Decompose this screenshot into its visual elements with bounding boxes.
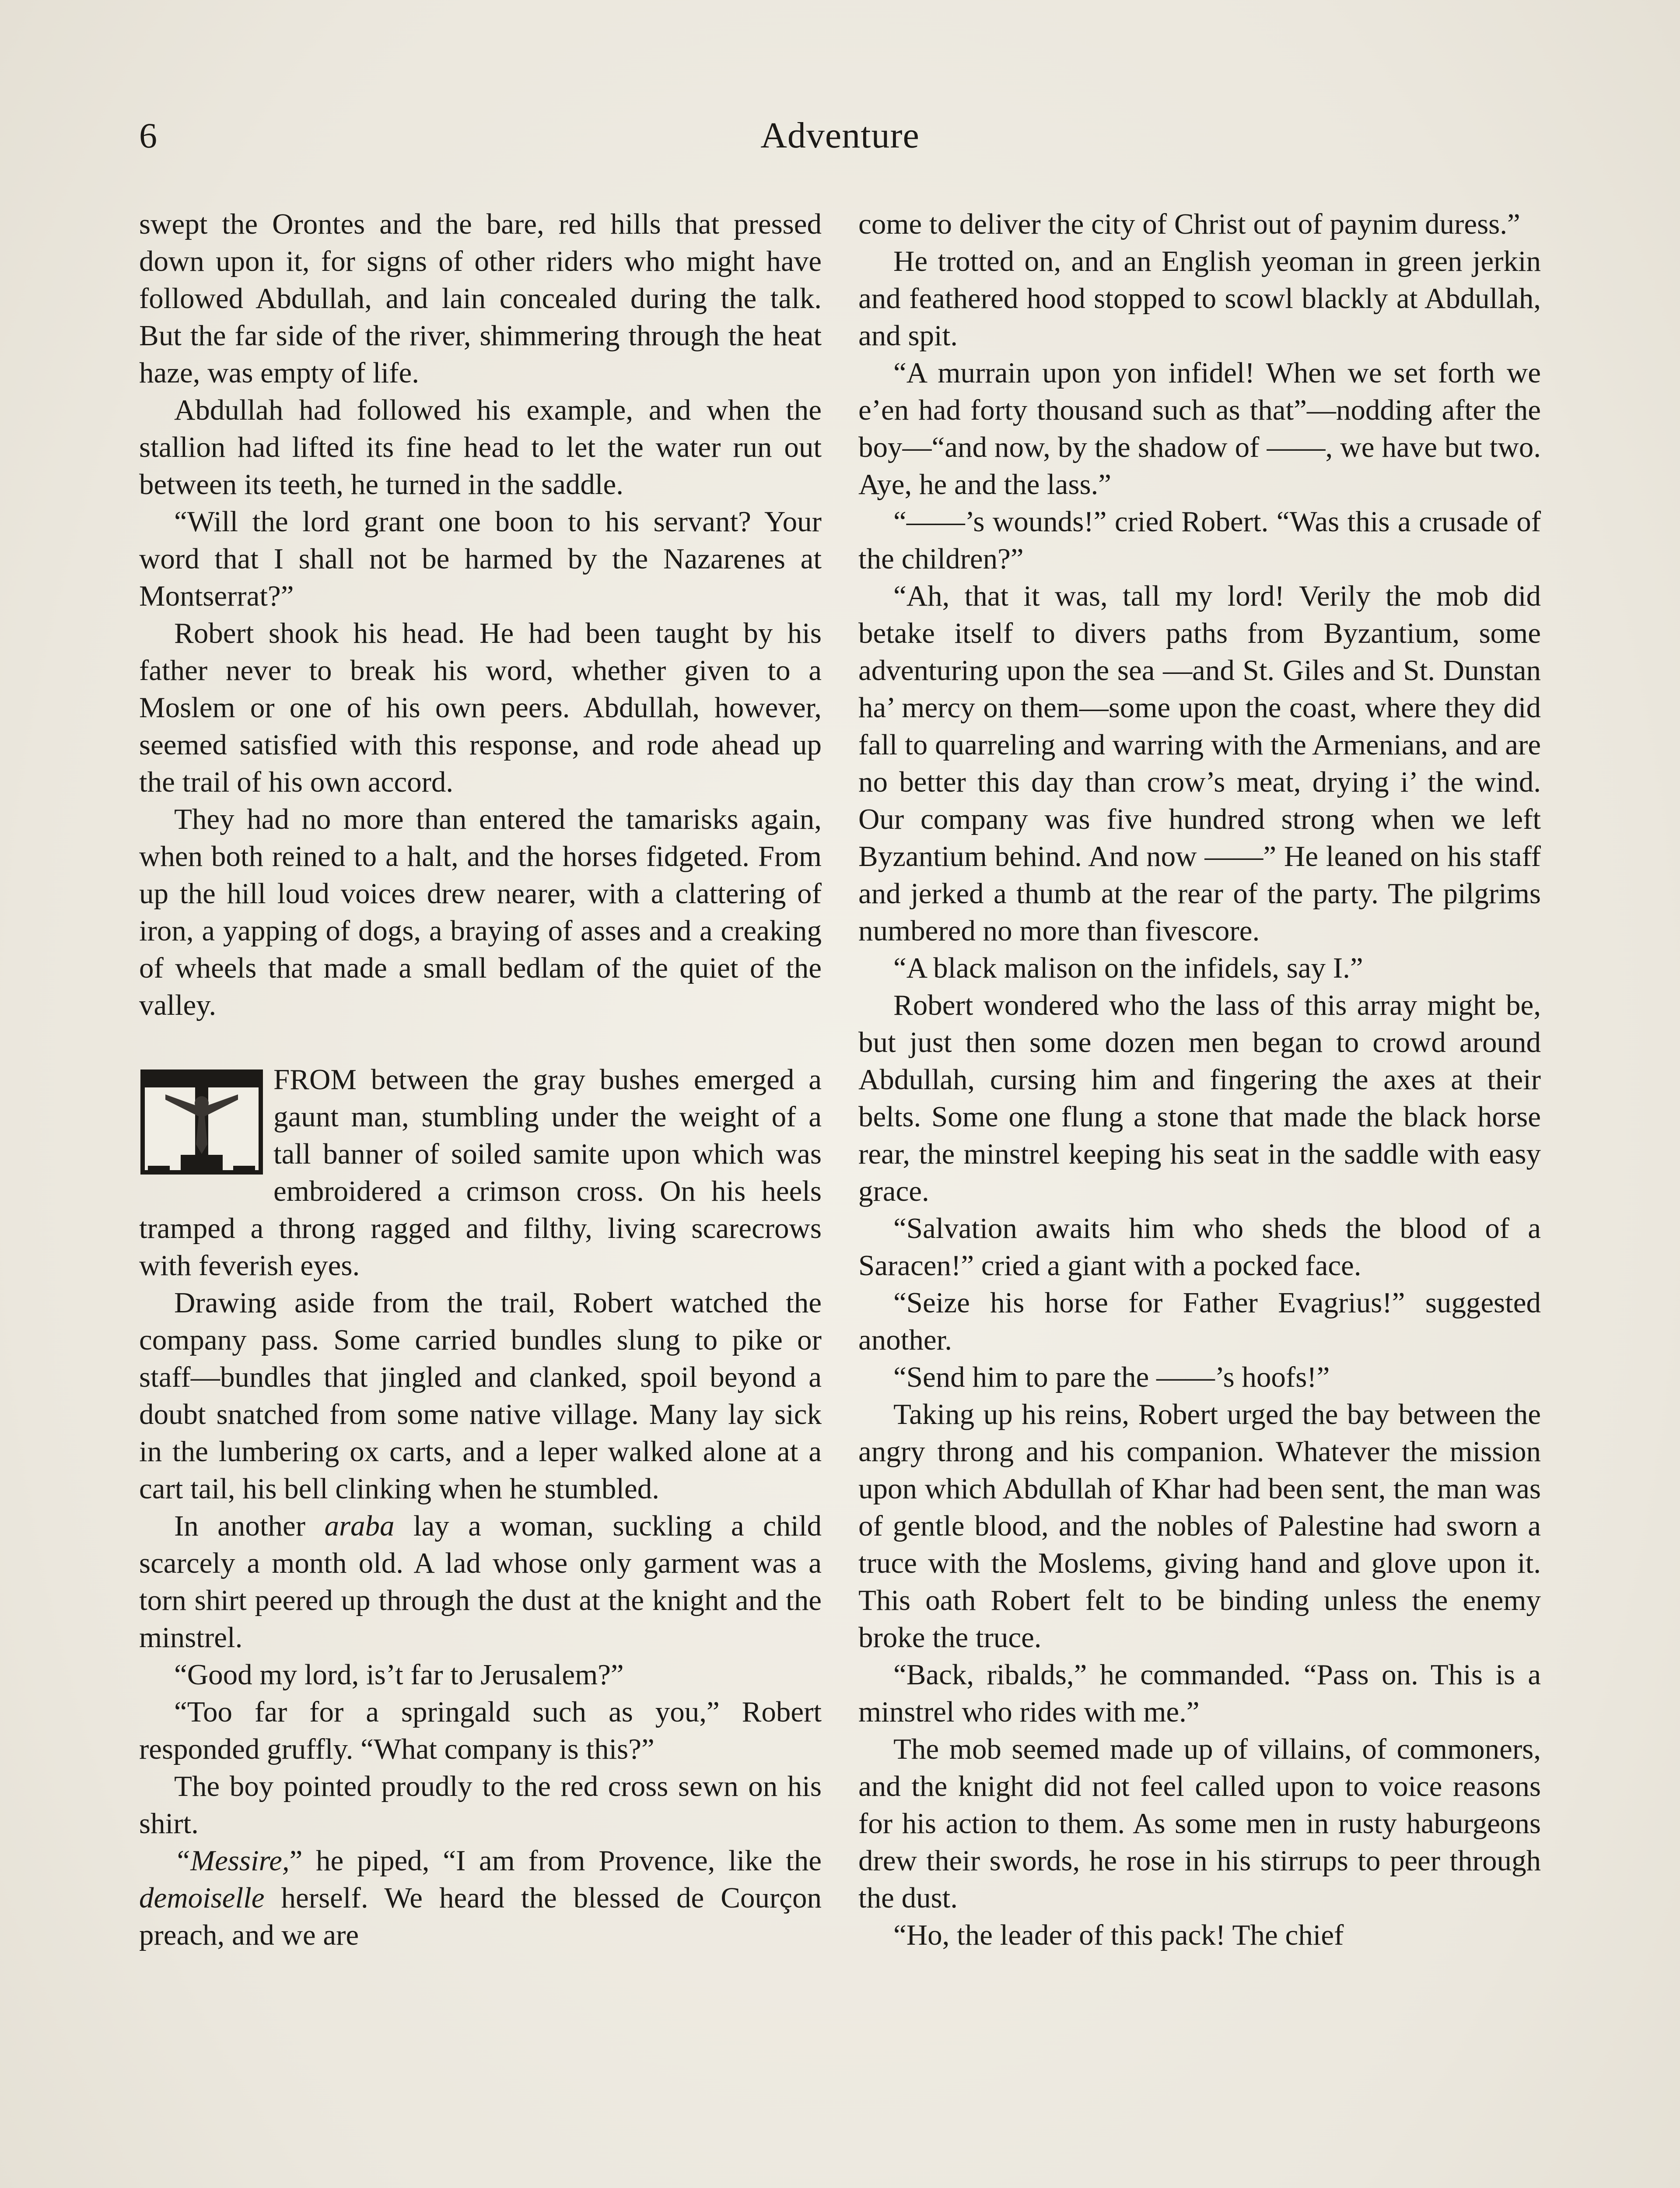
right-column: [858, 206, 1541, 1954]
italic-text: demoiselle: [139, 1882, 265, 1914]
paragraph: He trotted on, and an English yeoman in green jerkin and feathered hood stopped to scowl blackly at Abdullah, and spit.: [858, 245, 1541, 352]
paragraph: They had no more than entered the tamarisks again, when both reined to a halt, and the horses fidgeted. From up the hill loud voices drew nearer, with a clattering of iron, a yapping of dogs, a braying of asses and a creaking of wheels that made a small bedlam of the quiet of the valley.: [139, 803, 822, 1021]
paragraph: Robert shook his head. He had been taught by his father never to break his word, whether given to a Moslem or one of his own peers. Abdullah, however, seemed satisfied with this response, and rode ahead up the trail of his own accord.: [139, 617, 822, 798]
left-column: [139, 206, 822, 1954]
paragraph: Abdullah had followed his example, and when the stallion had lifted its fine head to let the water run out between its teeth, he turned in the saddle.: [139, 394, 822, 501]
paragraph: Taking up his reins, Robert urged the bay between the angry throng and his companion. Whatever the mission upon which Abdullah of Khar had been sent, the man was of gentle blood, and the nobles of Palestine had sworn a truce with the Moslems, giving hand and glove upon it. This oath Robert felt to be binding unless the enemy broke the truce.: [858, 1398, 1541, 1654]
paragraph: “Too far for a springald such as you,” Robert responded gruffly. “What company is this?”: [139, 1696, 822, 1765]
paragraph: “Good my lord, is’t far to Jerusalem?”: [174, 1659, 624, 1691]
paragraph: come to deliver the city of Christ out of paynim duress.”: [858, 208, 1520, 240]
italic-text: araba: [324, 1510, 395, 1542]
paragraph: swept the Orontes and the bare, red hills that pressed down upon it, for signs of other riders who might have followed Abdullah, and lain concealed during the talk. But the far side of the river, shimmering through the heat haze, was empty of life.: [139, 208, 822, 389]
paragraph: “Salvation awaits him who sheds the blood of a Saracen!” cried a giant with a pocked face.: [858, 1212, 1541, 1282]
paragraph: [139, 1842, 822, 1954]
page-header: [139, 109, 1541, 162]
paragraph: “Will the lord grant one boon to his servant? Your word that I shall not be harmed by the Nazarenes at Montserrat?”: [139, 505, 822, 612]
paragraph: “Send him to pare the ——’s hoofs!”: [893, 1361, 1330, 1393]
paragraph: “A murrain upon yon infidel! When we set forth we e’en had forty thousand such as that”—nodding after the boy—“and now, by the shadow of ——, we have but two. Aye, he and the lass.”: [858, 357, 1541, 501]
text-run: herself. We heard the blessed de Courçon preach, and we are: [139, 1882, 822, 1951]
section-break: [139, 1024, 822, 1061]
paragraph: Robert wondered who the lass of this array might be, but just then some dozen men began to crowd around Abdullah, cursing him and fingering the axes at their belts. Some one flung a stone that made the black horse rear, the minstrel keeping his seat in the saddle with easy grace.: [858, 989, 1541, 1207]
magazine-title: Adventure: [760, 115, 920, 156]
paragraph: “Ah, that it was, tall my lord! Verily the mob did betake itself to divers paths from Byzantium, some adventuring upon the sea —and St. Giles and St. Dunstan ha’ mercy on them—some upon the coast, where they did fall to quarreling and warring with the Armenians, and are no better this day than crow’s meat, drying i’ the wind. Our company was five hundred strong when we left Byzantium behind. And now ——” He leaned on his staff and jerked a thumb at the rear of the party. The pilgrims numbered no more than fivescore.: [858, 580, 1541, 947]
paragraph: Drawing aside from the trail, Robert watched the company pass. Some carried bundles slung to pike or staff—bundles that jingled and clanked, spoil beyond a doubt snatched from some native village. Many lay sick in the lumbering ox carts, and a leper walked alone at a cart tail, his bell clinking when he stumbled.: [139, 1287, 822, 1505]
paragraph: “——’s wounds!” cried Robert. “Was this a crusade of the children?”: [858, 505, 1541, 575]
paragraph: “Ho, the leader of this pack! The chief: [893, 1919, 1344, 1951]
page-number: 6: [139, 116, 157, 155]
paragraph: The mob seemed made up of villains, of commoners, and the knight did not feel called upon to voice reasons for his action to them. As some men in rusty haburgeons drew their swords, he rose in his stirrups to peer through the dust.: [858, 1733, 1541, 1914]
paragraph: [139, 1508, 822, 1656]
paragraph: “Seize his horse for Father Evagrius!” suggested another.: [858, 1287, 1541, 1356]
text-run: In another: [174, 1510, 325, 1542]
dropcap-paragraph: [139, 1061, 822, 1284]
paragraph: “A black malison on the infidels, say I.”: [893, 952, 1363, 984]
text-run: ” he piped, “I am from Provence, like the: [289, 1844, 822, 1877]
dropcap-paragraph-text: FROM between the gray bushes emerged a gaunt man, stumbling under the weight of a tall banner of soiled samite upon which was embroidered a crimson cross. On his heels tramped a throng ragged and filthy, living scarecrows with feverish eyes.: [139, 1063, 822, 1282]
paragraph: The boy pointed proudly to the red cross sewn on his shirt.: [139, 1770, 822, 1840]
text-run: lay a woman, suckling a child scarcely a month old. A lad whose only garment was a torn shirt peered up through the dust at the knight and the minstrel.: [139, 1510, 822, 1654]
italic-text: “Messire,: [174, 1844, 290, 1877]
paragraph: “Back, ribalds,” he commanded. “Pass on. This is a minstrel who rides with me.”: [858, 1659, 1541, 1728]
crucifix-initial-icon: [139, 1067, 264, 1177]
